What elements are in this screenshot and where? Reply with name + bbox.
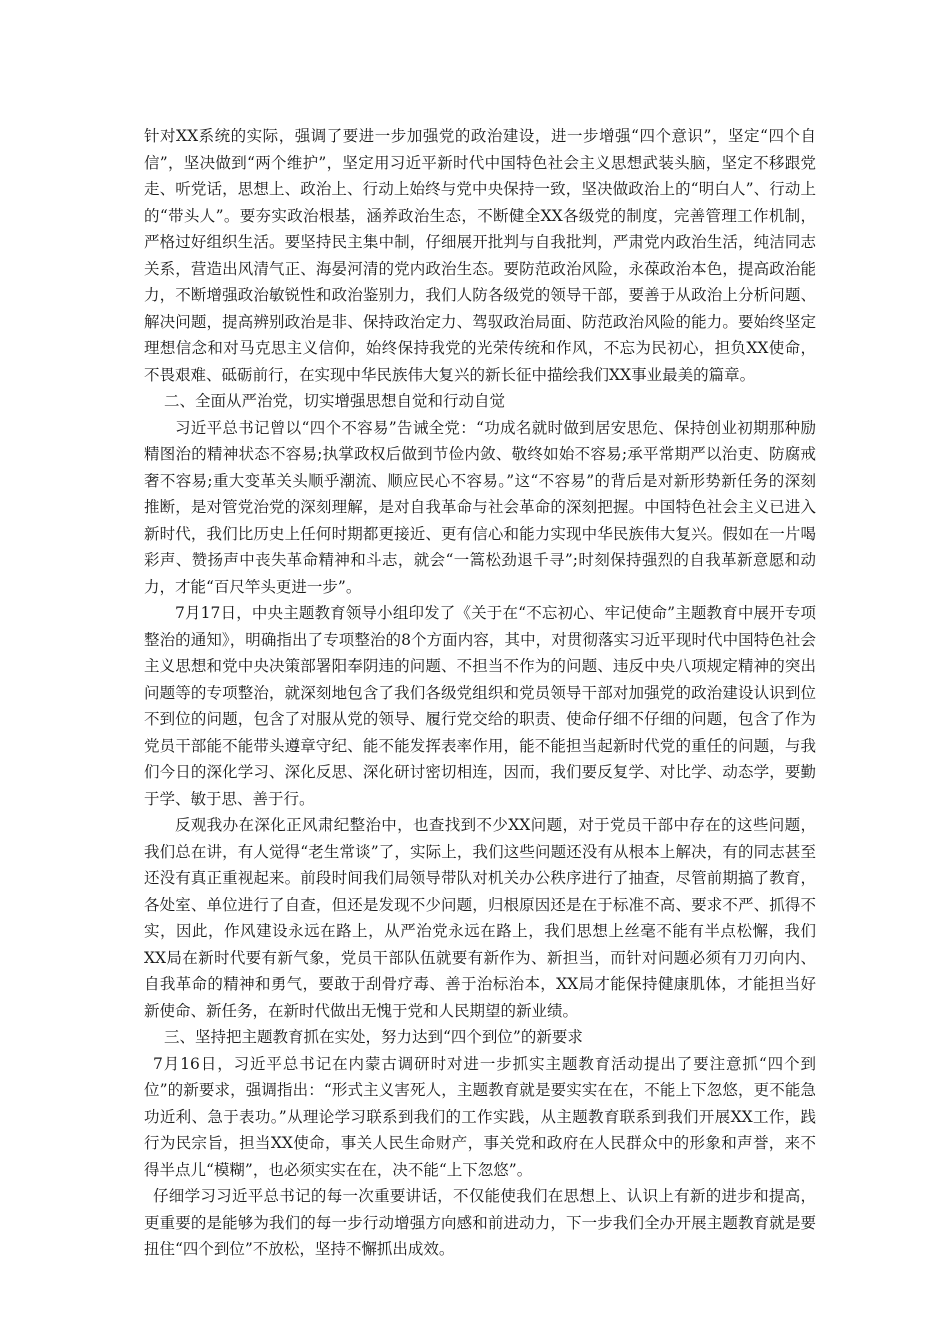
section-heading-three: 三、坚持把主题教育抓在实处，努力达到“四个到位”的新要求 <box>164 1028 583 1046</box>
paragraph-july-17: 7月17日，中央主题教育领导小组印发了《关于在“不忘初心、牢记使命”主题教育中展开专项整治的通知》，明确指出了专项整治的8个方面内容，其中，对贯彻落实习近平现时代中国特色社会主义思想和党中央决策部署阳奉阴违的问题、不担当不作为的问题、违反中央八项规定精神的突出问题等的专项整治，就深刻地包含了我们各级党组织和党员领导干部对加强党的政治建设认识到位不到位的问题，包含了对服从党的领导、履行党交给的职责、使命仔细不仔细的问题，包含了作为党员干部能不能带头遵章守纪、能不能发挥表率作用，能不能担当起新时代党的重任的问题，与我们今日的深化学习、深化反思、深化研讨密切相连，因而，我们要反复学、对比学、动态学，要勤于学、敏于思、善于行。 <box>144 604 816 808</box>
paragraph-self-review: 反观我办在深化正风肃纪整治中，也查找到不少XX问题，对于党员干部中存在的这些问题，我们总在讲，有人觉得“老生常谈”了，实际上，我们这些问题还没有从根本上解决，有的同志甚至还没有真正重视起来。前段时间我们局领导带队对机关办公秩序进行了抽查，尽管前期搞了教育，各处室、单位进行了自查，但还是发现不少问题，归根原因还是在于标准不高、要求不严、抓得不实，因此，作风建设永远在路上，从严治党永远在路上，我们思想上丝毫不能有半点松懈，我们XX局在新时代要有新气象，党员干部队伍就要有新作为、新担当，而针对问题必须有刀刃向内、自我革命的精神和勇气，要敢于刮骨疗毒、善于治标治本，XX局才能保持健康肌体，才能担当好新使命、新任务，在新时代做出无愧于党和人民期望的新业绩。 <box>144 816 816 1020</box>
paragraph-political-construction: 针对XX系统的实际，强调了要进一步加强党的政治建设，进一步增强“四个意识”，坚定“四个自信”，坚决做到“两个维护”，坚定用习近平新时代中国特色社会主义思想武装头脑，坚定不移跟党走、听党话，思想上、政治上、行动上始终与党中央保持一致，坚决做政治上的“明白人”、行动上的“带头人”。要夯实政治根基，涵养政治生态，不断健全XX各级党的制度，完善管理工作机制，严格过好组织生活。要坚持民主集中制，仔细展开批判与自我批判，严肃党内政治生活，纯洁同志关系，营造出风清气正、海晏河清的党内政治生态。要防范政治风险，永葆政治本色，提高政治能力，不断增强政治敏锐性和政治鉴别力，我们人防各级党的领导干部，要善于从政治上分析问题、解决问题，提高辨别政治是非、保持政治定力、驾驭政治局面、防范政治风险的能力。要始终坚定理想信念和对马克思主义信仰，始终保持我党的光荣传统和作风，不忘为民初心，担负XX使命，不畏艰难、砥砺前行，在实现中华民族伟大复兴的新长征中描绘我们XX事业最美的篇章。 <box>144 127 816 384</box>
paragraph-closing: 仔细学习习近平总书记的每一次重要讲话，不仅能使我们在思想上、认识上有新的进步和提高，更重要的是能够为我们的每一步行动增强方向感和前进动力，下一步我们全办开展主题教育就是要扭住“四个到位”不放松，坚持不懈抓出成效。 <box>144 1187 816 1258</box>
section-heading-two: 二、全面从严治党，切实增强思想自觉和行动自觉 <box>164 392 506 410</box>
paragraph-july-16: 7月16日，习近平总书记在内蒙古调研时对进一步抓实主题教育活动提出了要注意抓“四个到位”的新要求，强调指出：“形式主义害死人，主题教育就是要实实在在，不能上下忽悠，更不能急功近利、急于表功。”从理论学习联系到我们的工作实践，从主题教育联系到我们开展XX工作，践行为民宗旨，担当XX使命，事关人民生命财产，事关党和政府在人民群众中的形象和声誉，来不得半点儿“模糊”，也必须实实在在，决不能“上下忽悠”。 <box>144 1054 816 1179</box>
document-page <box>144 123 816 1263</box>
paragraph-four-not-easy: 习近平总书记曾以“四个不容易”告诫全党：“功成名就时做到居安思危、保持创业初期那种励精图治的精神状态不容易;执掌政权后做到节俭内敛、敬终如始不容易;承平常期严以治吏、防腐戒奢不容易;重大变革关头顺乎潮流、顺应民心不容易。”这“不容易”的背后是对新形势新任务的深刻推断，是对管党治党的深刻理解，是对自我革命与社会革命的深刻把握。中国特色社会主义已进入新时代，我们比历史上任何时期都更接近、更有信心和能力实现中华民族伟大复兴。假如在一片喝彩声、赞扬声中丧失革命精神和斗志，就会“一篙松劲退千寻”;时刻保持强烈的自我革新意愿和动力，才能“百尺竿头更进一步”。 <box>144 418 816 596</box>
